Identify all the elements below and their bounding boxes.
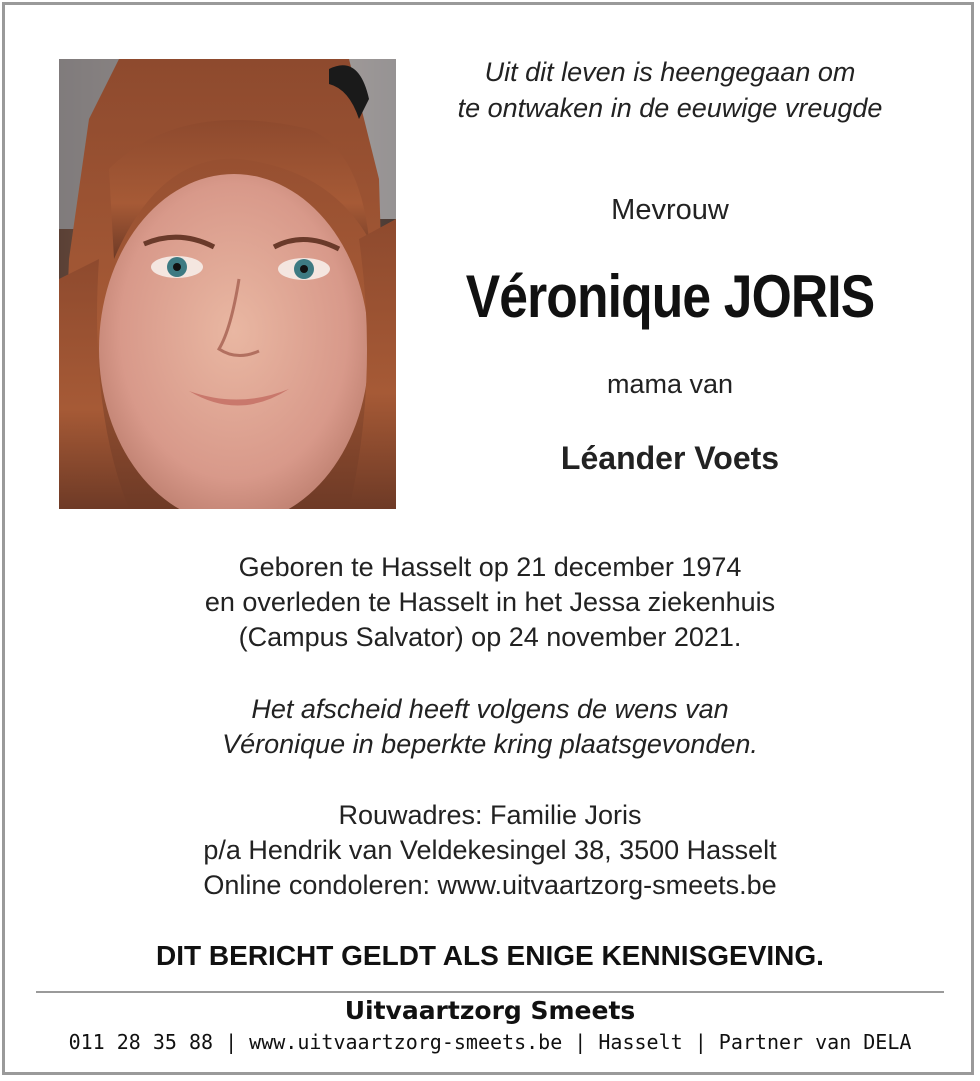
dates-line-3: (Campus Salvator) op 24 november 2021. bbox=[238, 622, 742, 652]
address-line-1: Rouwadres: Familie Joris bbox=[338, 800, 642, 830]
sole-notice: DIT BERICHT GELDT ALS ENIGE KENNISGEVING. bbox=[156, 940, 824, 971]
mourning-address bbox=[40, 798, 940, 903]
dates-line-2: en overleden te Hasselt in het Jessa ziekenhuis bbox=[204, 587, 776, 617]
dates-line-1: Geboren te Hasselt op 21 december 1974 bbox=[238, 552, 742, 582]
verse-line-1: Uit dit leven is heengegaan om bbox=[484, 57, 856, 87]
funeral-home-name: Uitvaartzorg Smeets bbox=[344, 996, 636, 1025]
deceased-name: Véronique JORIS bbox=[465, 263, 875, 330]
farewell-note bbox=[40, 692, 940, 762]
farewell-line-2: Véronique in beperkte kring plaatsgevonden. bbox=[222, 729, 758, 759]
footer-divider bbox=[36, 991, 944, 993]
salutation: Mevrouw bbox=[611, 194, 729, 226]
condolence-link[interactable]: Online condoleren: www.uitvaartzorg-smeets.be bbox=[203, 870, 777, 900]
address-line-2: p/a Hendrik van Veldekesingel 38, 3500 Hasselt bbox=[203, 835, 777, 865]
birth-death-details bbox=[40, 550, 940, 655]
portrait-photo bbox=[59, 59, 396, 509]
farewell-line-1: Het afscheid heeft volgens de wens van bbox=[251, 694, 729, 724]
child-name: Léander Voets bbox=[560, 440, 780, 476]
memorial-verse bbox=[410, 54, 930, 126]
relation-label: mama van bbox=[606, 369, 734, 399]
funeral-home-contact: 011 28 35 88 | www.uitvaartzorg-smeets.be | Hasselt | Partner van DELA bbox=[68, 1030, 912, 1054]
verse-line-2: te ontwaken in de eeuwige vreugde bbox=[457, 93, 883, 123]
